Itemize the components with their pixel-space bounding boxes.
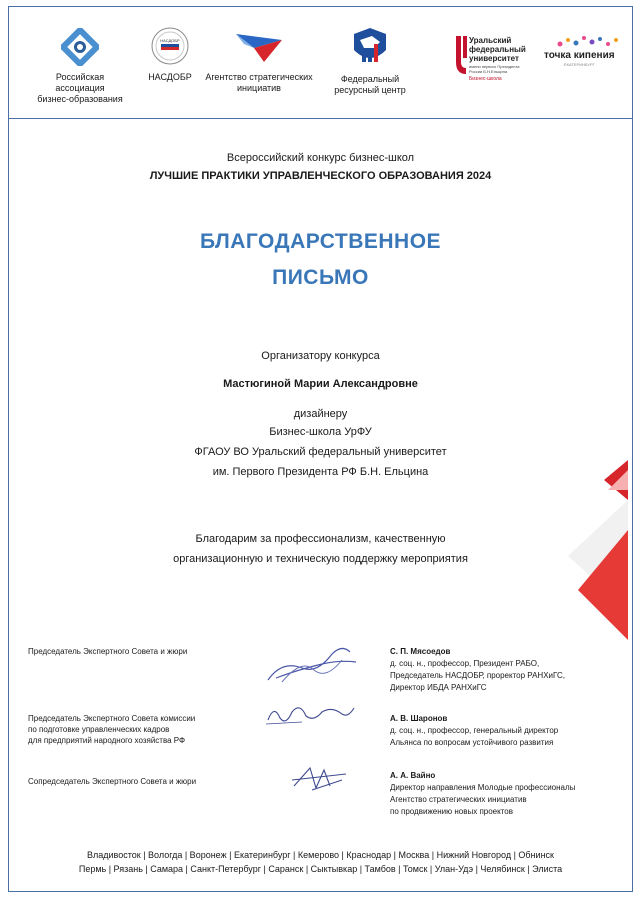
tochka-dots-icon [554,34,624,50]
asi-logo [204,28,314,94]
signer3-name: А. А. Вайно [390,771,436,780]
tochka-kipeniya-name: точка кипения [544,50,615,61]
footer-cities-line2: Пермь | Рязань | Самара | Санкт-Петербург | Саранск | Сыктывкар | Тамбов | Томск | Улан-Удэ | Челябинск | Элиста [78,864,563,874]
frc-logo [320,26,420,96]
contest-title: ЛУЧШИЕ ПРАКТИКИ УПРАВЛЕНЧЕСКОГО ОБРАЗОВАНИЯ 2024 [149,170,492,182]
urfu-name: Уральский федеральный университет [469,36,526,63]
urfu-subtitle: имени первого Президента России Б.Н.Ельцина [469,64,520,74]
signer3-desc [390,782,630,818]
nasdobr-caption: НАСДОБР [148,72,192,82]
signer3-desc-line2: Агентство стратегических инициатив [390,795,527,804]
rabo-emblem-icon [61,28,99,66]
signature3-image [290,762,350,794]
recipient-role: Организатору конкурса [261,350,380,362]
header [8,6,633,119]
nasdobr-emblem-icon [150,26,190,66]
signer1-desc-line2: Председатель НАСДОБР, проректор РАНХиГС, [390,671,565,680]
signer1-desc-line3: Директор ИБДА РАНХиГС [390,683,487,692]
recipient-org-3: им. Первого Президента РФ Б.Н. Ельцина [212,466,429,478]
footer-cities-line1: Владивосток | Вологда | Воронеж | Екатеринбург | Кемерово | Краснодар | Москва | Нижний Новгород | Обнинск [87,850,554,860]
gratitude-line1: Благодарим за профессионализм, качественную [195,533,446,545]
signer2-label-line3: для предприятий народного хозяйства РФ [28,736,186,745]
recipient-position: дизайнеру [293,408,348,420]
signer2-desc-line2: Альянса по вопросам устойчивого развития [390,738,554,747]
document-title-line2: ПИСЬМО [272,266,369,289]
signer2-label [28,713,195,746]
rabo-caption: Российская ассоциация бизнес-образования [37,72,123,104]
urfu-emblem-icon [454,36,468,76]
nasdobr-logo [140,26,200,83]
frc-emblem-icon [350,26,390,68]
signature2-image [262,698,358,730]
signer1-label: Председатель Экспертного Совета и жюри [28,647,188,656]
contest-subtitle: Всероссийский конкурс бизнес-школ [226,152,415,164]
signature1-image [262,640,362,688]
rabo-logo [30,28,130,105]
signer3-desc-line3: по продвижению новых проектов [390,807,513,816]
recipient-org-2: ФГАОУ ВО Уральский федеральный университет [194,446,447,458]
recipient-org-1: Бизнес-школа УрФУ [269,426,372,438]
document-title-line1: БЛАГОДАРСТВЕННОЕ [199,230,442,253]
signer1-desc [390,658,630,694]
tochka-kipeniya-sub: ЕКАТЕРИНБУРГ [564,62,595,67]
frc-caption: Федеральный ресурсный центр [334,74,406,95]
asi-arrow-icon [234,28,284,66]
decorative-triangles [548,460,628,660]
signer1-name: С. П. Мясоедов [390,647,451,656]
signer3-desc-line1: Директор направления Молодые профессионалы [390,783,576,792]
asi-caption: Агентство стратегических инициатив [205,72,313,93]
signer3-label: Сопредседатель Экспертного Совета и жюри [28,777,197,786]
signer2-name: А. В. Шаронов [390,714,448,723]
gratitude-line2: организационную и техническую поддержку мероприятия [173,553,468,565]
signer1-desc-line1: д. соц. н., профессор, Президент РАБО, [390,659,540,668]
recipient-name: Мастюгиной Марии Александровне [223,378,418,390]
signer2-desc-line1: д. соц. н., профессор, генеральный директор [390,726,559,735]
signer2-label-line1: Председатель Экспертного Совета комиссии [28,714,196,723]
urfu-school: Бизнес-школа [469,76,502,82]
signer2-desc [390,725,630,749]
svg-text:НАСДОБР: НАСДОБР [160,38,180,43]
urfu-tochka-logos [454,34,634,84]
signer2-label-line2: по подготовке управленческих кадров [28,725,170,734]
